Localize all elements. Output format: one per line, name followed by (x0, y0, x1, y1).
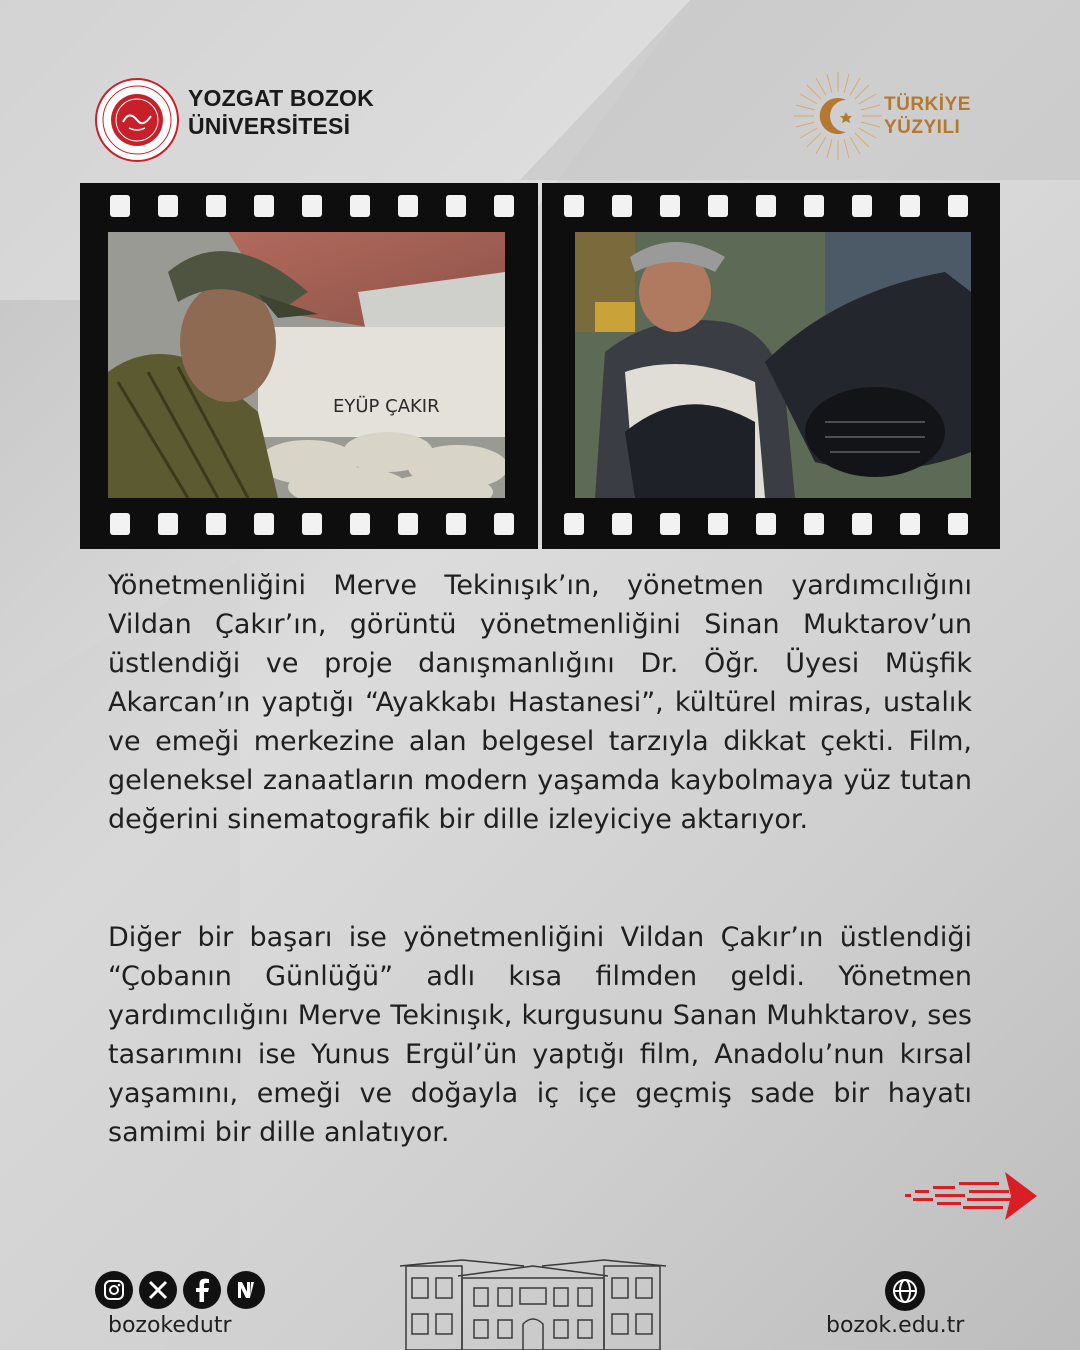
globe-icon[interactable] (885, 1271, 925, 1311)
university-name-line2: ÜNİVERSİTESİ (188, 113, 351, 139)
centenary-line2: YÜZYILI (884, 117, 961, 138)
centenary-title (884, 93, 971, 139)
paragraph-cobanin-gunlugu: Diğer bir başarı ise yönetmenliğini Vildan Çakır’ın üstlendiği “Çobanın Günlüğü” adlı kısa filmden geldi. Yönetmen yardımcılığını Merve Tekinışık, kurgusunu Sanan Muhktarov, ses tasarımını ise Yunus Ergül’ün yaptığı film, Anadolu’nun kırsal yaşamını, emeği ve doğayla iç içe geçmiş sade bir hayatı samimi bir dille anlatıyor. (108, 922, 972, 1148)
university-seal-logo (95, 78, 179, 162)
social-icons (95, 1271, 265, 1309)
facebook-icon[interactable] (183, 1271, 221, 1309)
shepherd-photo (108, 232, 505, 498)
social-handle[interactable]: bozokedutr (108, 1313, 232, 1338)
university-name (188, 84, 374, 140)
university-building-illustration (398, 1258, 668, 1350)
centenary-line1: TÜRKİYE (884, 94, 971, 115)
website-link[interactable]: bozok.edu.tr (826, 1313, 965, 1338)
next-arrow-icon[interactable] (905, 1172, 1037, 1222)
instagram-icon[interactable] (95, 1271, 133, 1309)
paragraph-ayakkabi-hastanesi: Yönetmenliğini Merve Tekinışık’ın, yönetmen yardımcılığını Vildan Çakır’ın, görüntü yönetmenliğini Sinan Muktarov’un üstlendiği ve proje danışmanlığını Dr. Öğr. Üyesi Müşfik Akarcan’ın yaptığı “Ayakkabı Hastanesi”, kültürel miras, ustalık ve emeği merkezine alan belgesel tarzıyla dikkat çekti. Film, geleneksel zanaatların modern yaşamda kaybolmaya yüz tutan değerini sinematografik bir dille izleyiciye aktarıyor. (108, 570, 972, 835)
nsosyal-icon[interactable] (227, 1271, 265, 1309)
x-icon[interactable] (139, 1271, 177, 1309)
university-name-line1: YOZGAT BOZOK (188, 85, 374, 111)
shoemaker-photo (575, 232, 971, 498)
wall-graffiti: EYÜP ÇAKIR (333, 396, 440, 417)
